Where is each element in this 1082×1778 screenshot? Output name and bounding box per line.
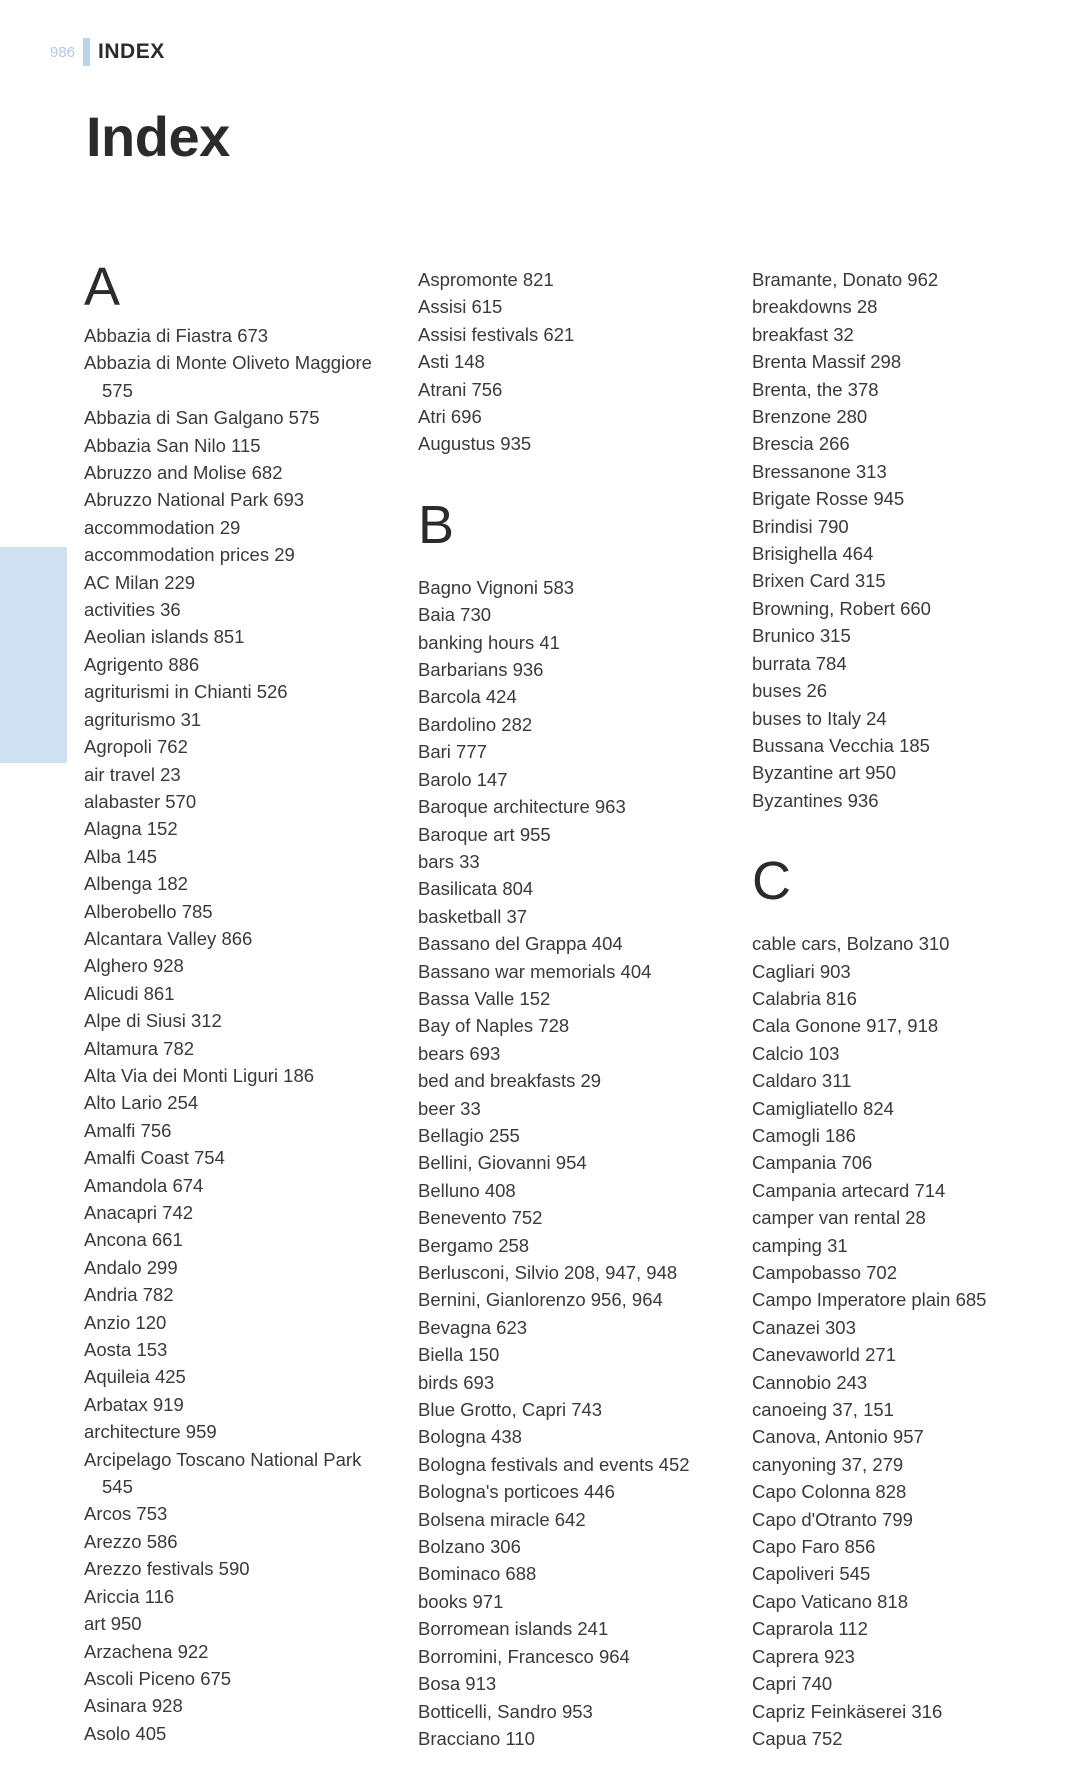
index-entry: Camogli 186	[752, 1124, 856, 1146]
index-entry: Abruzzo National Park 693	[84, 489, 305, 511]
page-number: 986	[50, 43, 76, 61]
index-column-3	[752, 266, 1052, 1752]
index-entry: Arzachena 922	[84, 1640, 209, 1662]
index-entry: Bassa Valle 152	[418, 987, 551, 1009]
entry-list-c	[752, 930, 1052, 1752]
index-entry: Alagna 152	[84, 818, 178, 840]
index-entry: breakdowns 28	[752, 296, 878, 318]
index-entry: Baroque art 955	[418, 823, 551, 845]
index-entry: buses to Italy 24	[752, 707, 887, 729]
index-entry: cable cars, Bolzano 310	[752, 933, 950, 955]
index-entry: Campania artecard 714	[752, 1179, 946, 1201]
index-entry: Cannobio 243	[752, 1371, 868, 1393]
index-entry: Byzantine art 950	[752, 762, 896, 784]
index-entry: Assisi festivals 621	[418, 323, 575, 345]
page-title: Index	[86, 105, 230, 168]
index-entry: Calabria 816	[752, 987, 857, 1009]
index-entry: Caldaro 311	[752, 1070, 852, 1092]
index-entry: Abbazia San Nilo 115	[84, 434, 261, 456]
index-entry: Arcos 753	[84, 1503, 168, 1525]
index-entry: Bramante, Donato 962	[752, 269, 939, 290]
entry-list-b-continued	[752, 266, 1052, 814]
index-entry: Aquileia 425	[84, 1366, 186, 1388]
index-entry: Caprera 923	[752, 1645, 855, 1667]
index-entry: Alba 145	[84, 845, 158, 867]
index-entry: Abbazia di Monte Oliveto Maggiore 575	[84, 352, 372, 401]
index-entry: Cala Gonone 917, 918	[752, 1015, 939, 1037]
index-entry: camping 31	[752, 1234, 848, 1256]
index-entry: Arezzo 586	[84, 1530, 178, 1552]
index-entry: air travel 23	[84, 763, 181, 785]
index-entry: Alpe di Siusi 312	[84, 1010, 222, 1032]
index-entry: Anzio 120	[84, 1311, 167, 1333]
index-entry: Amalfi Coast 754	[84, 1147, 225, 1169]
index-entry: Aspromonte 821	[418, 269, 554, 290]
index-entry: Brindisi 790	[752, 515, 849, 537]
index-entry: Canazei 303	[752, 1316, 856, 1338]
index-column-2	[418, 266, 718, 1752]
index-entry: Calcio 103	[752, 1042, 840, 1064]
index-entry: Alicudi 861	[84, 982, 175, 1004]
index-entry: Agropoli 762	[84, 736, 188, 758]
index-entry: accommodation prices 29	[84, 544, 295, 566]
index-entry: Brixen Card 315	[752, 570, 886, 592]
index-entry: Ascoli Piceno 675	[84, 1667, 232, 1689]
index-entry: Borromean islands 241	[418, 1618, 609, 1640]
index-entry: Brescia 266	[752, 433, 850, 455]
index-entry: Belluno 408	[418, 1179, 516, 1201]
index-entry: Asti 148	[418, 351, 485, 373]
index-entry: Capoliveri 545	[752, 1563, 871, 1585]
index-entry: Bardolino 282	[418, 713, 533, 735]
index-entry: Brenzone 280	[752, 406, 868, 428]
index-entry: Bay of Naples 728	[418, 1015, 570, 1037]
index-entry: Bolzano 306	[418, 1536, 521, 1558]
section-letter-c: C	[752, 851, 791, 912]
index-entry: Alcantara Valley 866	[84, 927, 253, 949]
entry-list-b	[418, 574, 718, 1752]
index-entry: Bolsena miracle 642	[418, 1508, 586, 1530]
index-entry: Abbazia di Fiastra 673	[84, 325, 269, 346]
index-entry: agriturismi in Chianti 526	[84, 681, 288, 703]
index-entry: Capri 740	[752, 1673, 833, 1695]
index-entry: Agrigento 886	[84, 653, 200, 675]
index-entry: Augustus 935	[418, 433, 532, 455]
index-entry: alabaster 570	[84, 790, 197, 812]
index-entry: Aeolian islands 851	[84, 626, 245, 648]
index-entry: Alto Lario 254	[84, 1092, 199, 1114]
index-entry: basketball 37	[418, 905, 528, 927]
index-entry: camper van rental 28	[752, 1207, 926, 1229]
index-entry: bars 33	[418, 850, 480, 872]
index-entry: Alghero 928	[84, 955, 184, 977]
index-entry: Andria 782	[84, 1284, 174, 1306]
index-entry: Capua 752	[752, 1727, 843, 1749]
index-entry: Canova, Antonio 957	[752, 1426, 924, 1448]
index-entry: Brenta, the 378	[752, 378, 879, 400]
index-entry: architecture 959	[84, 1421, 217, 1443]
index-entry: Bressanone 313	[752, 460, 887, 482]
index-entry: Capo Faro 856	[752, 1536, 876, 1558]
index-column-1	[84, 257, 384, 1747]
side-thumb-tab	[0, 547, 67, 763]
index-entry: birds 693	[418, 1371, 495, 1393]
index-entry: Capo d'Otranto 799	[752, 1508, 913, 1530]
index-entry: Bassano del Grappa 404	[418, 933, 623, 955]
index-entry: Canevaworld 271	[752, 1344, 896, 1366]
index-entry: Abbazia di San Galgano 575	[84, 407, 320, 429]
index-entry: Albenga 182	[84, 873, 188, 895]
header-accent-bar	[83, 38, 90, 66]
index-entry: Blue Grotto, Capri 743	[418, 1399, 603, 1421]
index-entry: Amalfi 756	[84, 1119, 172, 1141]
index-entry: Bergamo 258	[418, 1234, 530, 1256]
index-entry: Bracciano 110	[418, 1727, 535, 1749]
index-entry: Anacapri 742	[84, 1202, 194, 1223]
entry-list-a	[84, 322, 384, 1747]
index-entry: Botticelli, Sandro 953	[418, 1700, 593, 1722]
index-entry: art 950	[84, 1613, 142, 1635]
index-entry: Abruzzo and Molise 682	[84, 462, 283, 484]
index-entry: Aosta 153	[84, 1339, 168, 1361]
index-entry: canoeing 37, 151	[752, 1399, 894, 1421]
running-head: INDEX	[98, 40, 165, 63]
index-entry: Andalo 299	[84, 1256, 178, 1278]
index-entry: Barolo 147	[418, 768, 508, 790]
index-entry: bears 693	[418, 1042, 501, 1064]
index-entry: beer 33	[418, 1097, 481, 1119]
index-entry: Baroque architecture 963	[418, 796, 626, 818]
index-entry: Arezzo festivals 590	[84, 1558, 250, 1580]
index-entry: breakfast 32	[752, 323, 854, 345]
index-entry: buses 26	[752, 680, 828, 702]
index-entry: Bernini, Gianlorenzo 956, 964	[418, 1289, 663, 1311]
section-letter-b: B	[418, 494, 455, 555]
index-entry: Basilicata 804	[418, 878, 534, 900]
index-entry: Bologna festivals and events 452	[418, 1453, 690, 1475]
index-entry: Cagliari 903	[752, 960, 851, 982]
index-entry: Arcipelago Toscano National Park 545	[84, 1448, 362, 1498]
index-entry: banking hours 41	[418, 631, 560, 653]
index-entry: Byzantines 936	[752, 789, 879, 811]
index-entry: Brigate Rosse 945	[752, 488, 905, 510]
index-entry: Bussana Vecchia 185	[752, 734, 930, 756]
index-entry: Amandola 674	[84, 1174, 204, 1196]
index-entry: Arbatax 919	[84, 1393, 184, 1415]
index-entry: AC Milan 229	[84, 571, 196, 593]
index-entry: agriturismo 31	[84, 708, 202, 730]
index-entry: Campania 706	[752, 1152, 873, 1174]
index-entry: Alberobello 785	[84, 900, 213, 922]
index-entry: Brunico 315	[752, 625, 851, 647]
index-entry: Browning, Robert 660	[752, 597, 931, 619]
index-entry: Bologna 438	[418, 1426, 522, 1448]
index-entry: Capriz Feinkäserei 316	[752, 1700, 943, 1722]
index-entry: Baia 730	[418, 604, 492, 626]
index-entry: Campobasso 702	[752, 1262, 898, 1283]
index-entry: accommodation 29	[84, 516, 241, 538]
index-entry: canyoning 37, 279	[752, 1453, 904, 1475]
index-entry: Capo Colonna 828	[752, 1481, 907, 1503]
index-entry: Asinara 928	[84, 1695, 183, 1717]
index-entry: Campo Imperatore plain 685	[752, 1289, 987, 1311]
page-header	[50, 38, 165, 66]
index-entry: Berlusconi, Silvio 208, 947, 948	[418, 1262, 678, 1283]
index-entry: Brisighella 464	[752, 543, 874, 565]
index-entry: Bevagna 623	[418, 1316, 528, 1338]
index-entry: Barbarians 936	[418, 659, 544, 681]
index-entry: Asolo 405	[84, 1722, 167, 1744]
index-entry: bed and breakfasts 29	[418, 1070, 602, 1092]
index-entry: burrata 784	[752, 652, 847, 674]
index-entry: Atri 696	[418, 406, 482, 428]
index-entry: Altamura 782	[84, 1037, 195, 1059]
index-entry: Capo Vaticano 818	[752, 1590, 908, 1612]
index-entry: Bellini, Giovanni 954	[418, 1152, 587, 1174]
index-entry: Bari 777	[418, 741, 487, 763]
index-entry: Biella 150	[418, 1344, 500, 1366]
index-entry: Alta Via dei Monti Liguri 186	[84, 1064, 315, 1086]
index-entry: books 971	[418, 1590, 504, 1612]
entry-list-a-continued	[418, 266, 718, 458]
index-entry: Bosa 913	[418, 1673, 497, 1695]
index-entry: Bominaco 688	[418, 1563, 537, 1585]
index-entry: Ancona 661	[84, 1229, 183, 1251]
index-entry: Benevento 752	[418, 1207, 543, 1229]
index-entry: Atrani 756	[418, 378, 503, 400]
section-letter-a: A	[84, 257, 121, 317]
index-entry: Camigliatello 824	[752, 1097, 894, 1119]
index-entry: Caprarola 112	[752, 1618, 868, 1640]
index-entry: Barcola 424	[418, 686, 517, 708]
index-entry: Bologna's porticoes 446	[418, 1481, 615, 1503]
index-entry: Bellagio 255	[418, 1124, 520, 1146]
index-entry: Bagno Vignoni 583	[418, 576, 575, 598]
index-entry: Ariccia 116	[84, 1585, 175, 1607]
index-entry: Brenta Massif 298	[752, 351, 902, 373]
index-entry: Bassano war memorials 404	[418, 960, 652, 982]
index-entry: activities 36	[84, 599, 181, 621]
index-entry: Borromini, Francesco 964	[418, 1645, 630, 1667]
index-entry: Assisi 615	[418, 296, 503, 318]
